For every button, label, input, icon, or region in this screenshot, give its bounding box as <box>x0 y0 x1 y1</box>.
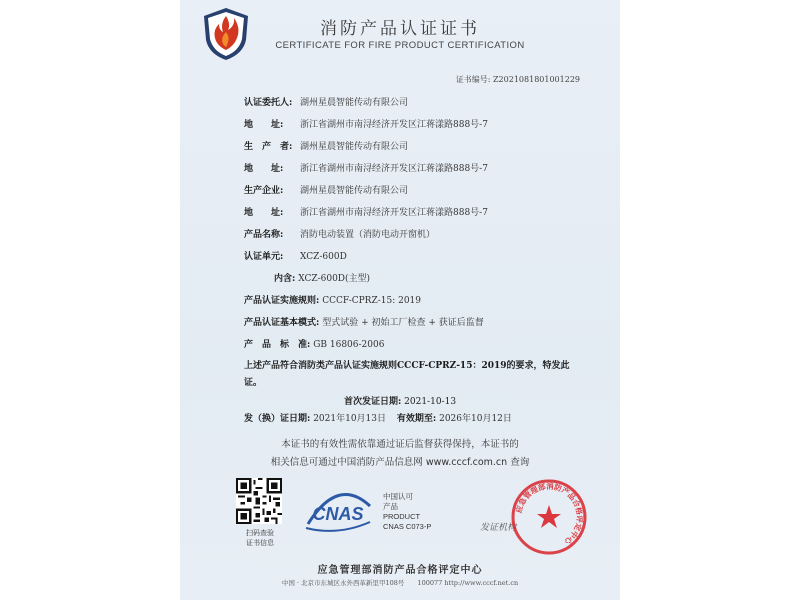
field-row-cert-unit <box>244 250 347 264</box>
title-english: CERTIFICATE FOR FIRE PRODUCT CERTIFICATION <box>275 40 525 51</box>
field-row-applicant <box>244 96 408 110</box>
field-label: 内含: <box>274 274 296 284</box>
field-row-mode <box>244 316 484 330</box>
cnas-line: PRODUCT <box>383 512 421 521</box>
field-row-applicant-address <box>244 118 488 132</box>
notice-line: 相关信息可通过中国消防产品信息网 www.cccf.com.cn 查询 <box>270 457 530 468</box>
field-row-standard <box>244 338 384 352</box>
field-row-factory-address <box>244 206 488 220</box>
first-issue-date <box>180 394 620 407</box>
issuing-organization: 应急管理部消防产品合格评定中心 <box>317 565 483 576</box>
field-value: 浙江省湖州市南浔经济开发区江蒋漾路888号-7 <box>300 120 488 130</box>
field-label: 生产企业: <box>244 186 284 196</box>
qr-caption-line: 扫码查验 <box>246 529 274 537</box>
field-row-rules <box>244 294 421 308</box>
field-value: 湖州星晨智能传动有限公司 <box>300 98 409 108</box>
certificate-number-label: 证书编号: <box>455 75 491 84</box>
field-label: 地 址: <box>244 208 284 218</box>
field-value: GB 16806-2006 <box>313 340 385 350</box>
first-issue-value: 2021-10-13 <box>404 397 457 407</box>
field-label: 地 址: <box>244 164 284 174</box>
notice-line: 本证书的有效性需依靠通过证后监督获得保持，本证书的 <box>281 439 519 450</box>
field-label: 地 址: <box>244 120 284 130</box>
field-row-manufacturer-address <box>244 162 488 176</box>
field-label: 认证单元: <box>244 252 284 262</box>
field-value: 浙江省湖州市南浔经济开发区江蒋漾路888号-7 <box>300 208 488 218</box>
conformity-statement: 上述产品符合消防类产品认证实施规则CCCF-CPRZ-15：2019的要求，特发此证。 <box>244 361 570 388</box>
certificate-sheet <box>180 0 620 600</box>
expiry-label: 有效期至: <box>396 414 437 424</box>
seal-text: 应急管理部消防产品合格评定中心 <box>514 481 585 547</box>
field-row-manufacturer <box>244 140 408 154</box>
cnas-line: 产品 <box>383 502 398 511</box>
field-label: 生 产 者: <box>244 142 293 152</box>
field-label: 产 品 标 准: <box>244 340 311 350</box>
field-label: 产品认证基本模式: <box>244 318 320 328</box>
issue-date-label: 发（换）证日期: <box>244 414 311 424</box>
field-row-includes <box>274 272 370 286</box>
field-value: 浙江省湖州市南浔经济开发区江蒋漾路888号-7 <box>300 164 488 174</box>
field-label: 产品认证实施规则: <box>244 296 320 306</box>
cnas-line: CNAS C073-P <box>383 522 432 531</box>
field-row-product-name <box>244 228 435 242</box>
certificate-number-value: Z2021081801001229 <box>493 75 580 84</box>
official-seal-icon <box>510 478 588 556</box>
field-value: 湖州星晨智能传动有限公司 <box>300 142 409 152</box>
qr-caption <box>232 528 288 548</box>
qr-caption-line: 证书信息 <box>246 539 274 547</box>
first-issue-label: 首次发证日期: <box>343 397 402 407</box>
validity-notice <box>180 436 620 472</box>
title-chinese: 消防产品认证证书 <box>320 19 480 39</box>
issue-date-value: 2021年10月13日 <box>313 414 387 424</box>
field-value: XCZ-600D(主型) <box>298 274 371 284</box>
cnas-accreditation-text <box>383 492 431 532</box>
field-label: 认证委托人: <box>244 98 293 108</box>
cnas-line: 中国认可 <box>383 492 413 501</box>
field-value: CCCF-CPRZ-15: 2019 <box>322 296 422 306</box>
address-text: 中国 · 北京市东城区永外西革新里甲108号 100077 <box>281 579 443 587</box>
organization-address <box>180 578 620 587</box>
cnas-logo-icon <box>300 484 376 534</box>
field-value: 湖州星晨智能传动有限公司 <box>300 186 409 196</box>
issuing-authority-signature: 发证机构 <box>480 523 517 533</box>
website-link[interactable]: http://www.cccf.net.cn <box>444 579 519 587</box>
expiry-value: 2026年10月12日 <box>439 414 512 424</box>
field-label: 产品名称: <box>244 230 284 240</box>
certificate-number <box>456 74 580 85</box>
field-value: 消防电动装置（消防电动开窗机） <box>300 230 436 240</box>
field-value: 型式试验 + 初始工厂检查 + 获证后监督 <box>322 318 484 328</box>
qr-code-icon[interactable] <box>236 478 282 524</box>
field-value: XCZ-600D <box>300 252 347 262</box>
cnas-logo-text: CNAS <box>312 504 364 524</box>
issue-date-row <box>244 412 512 426</box>
field-row-factory <box>244 184 408 198</box>
